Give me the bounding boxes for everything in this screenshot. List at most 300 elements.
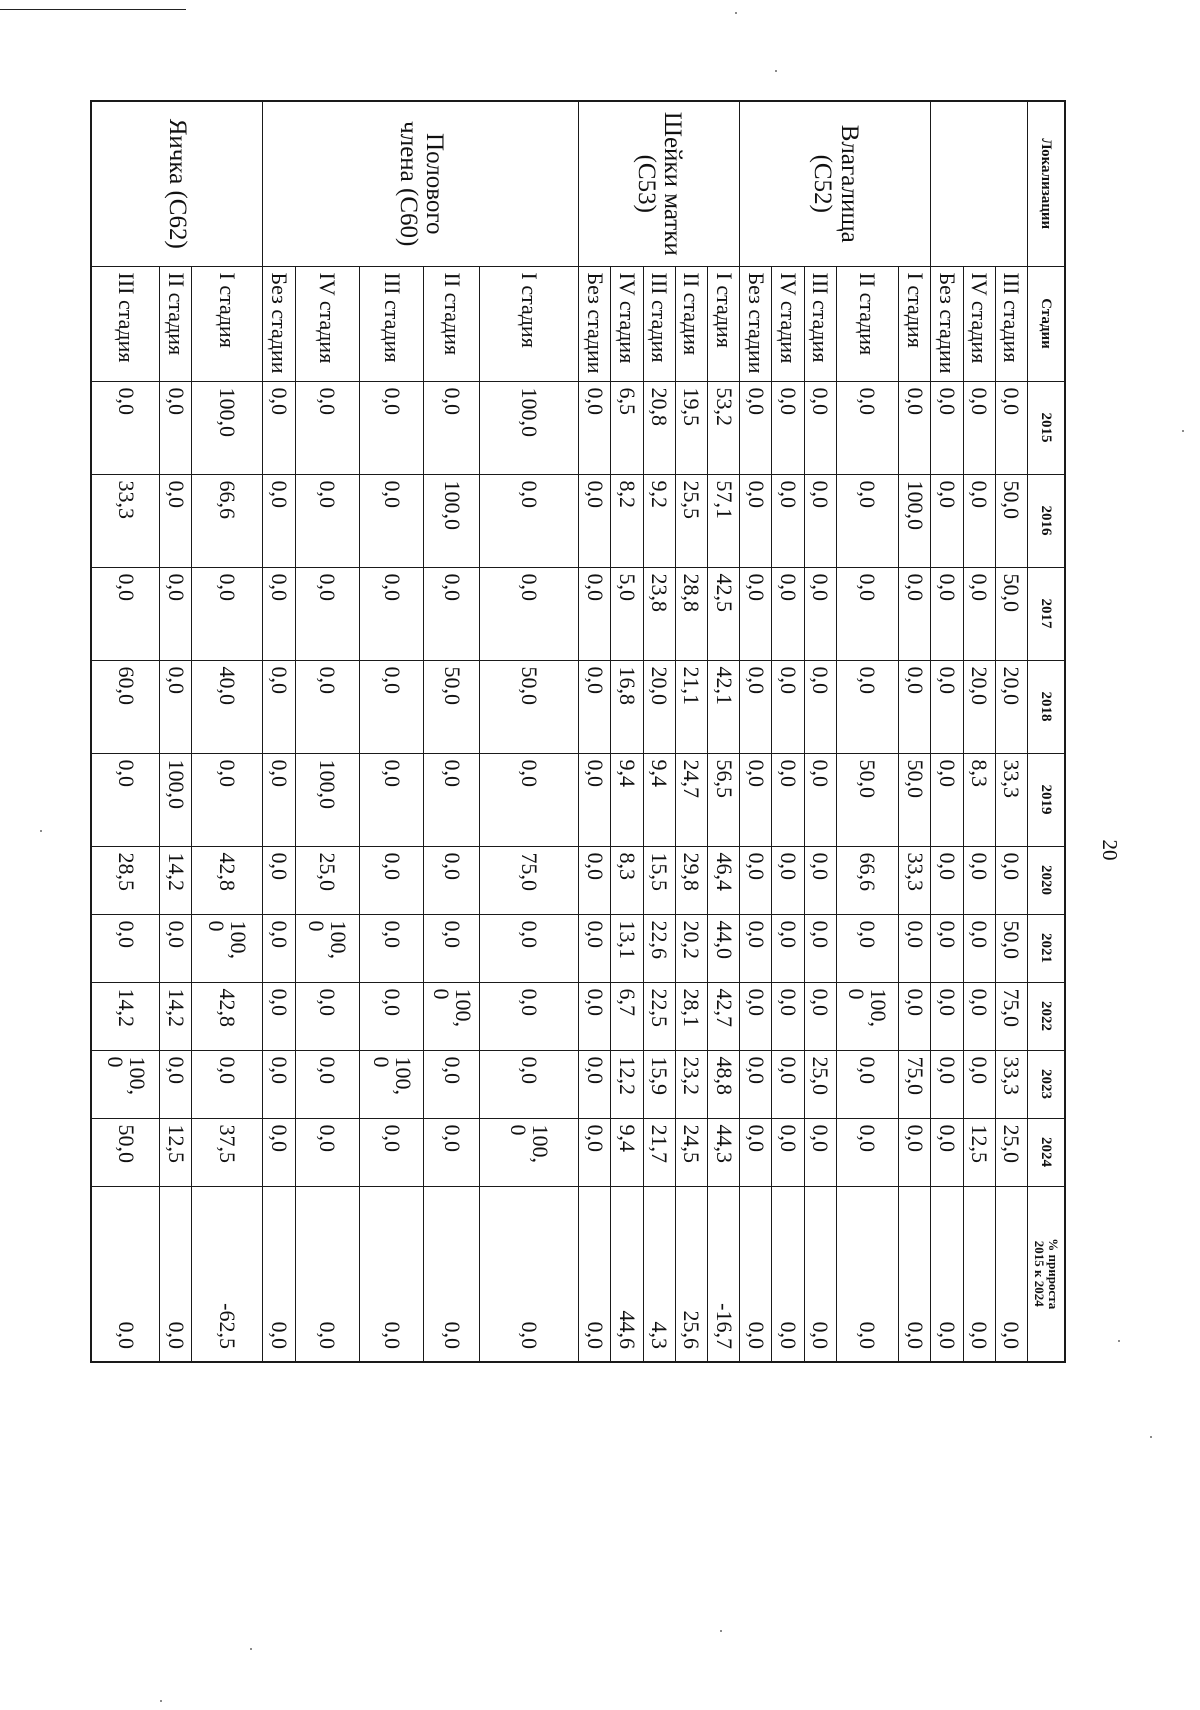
table-row [263,101,295,1362]
value-cell: 0,0 [579,381,611,474]
value-cell: 0,0 [360,474,424,567]
stage-cell: I стадия [899,266,931,381]
value-cell: 0,0 [931,1118,963,1186]
value-cell: 0,0 [424,846,480,914]
value-cell: 0,0 [91,753,160,846]
value-cell: 33,3 [995,753,1027,846]
value-cell: 24,7 [675,753,707,846]
value-cell: 9,4 [643,753,675,846]
value-cell: 100,0 [480,381,579,474]
stage-cell: IV стадия [963,266,995,381]
growth-cell: 0,0 [480,1186,579,1362]
value-cell: 0,0 [963,474,995,567]
value-cell: 0,0 [963,1050,995,1118]
value-cell: 9,2 [643,474,675,567]
value-cell: 0,0 [931,381,963,474]
value-cell: 25,0 [995,1118,1027,1186]
value-cell: 42,7 [707,982,739,1050]
value-cell: 100,0 [899,474,931,567]
table-row [675,101,707,1362]
value-cell: 28,5 [91,846,160,914]
value-cell: 0,0 [579,660,611,753]
value-cell: 0,0 [772,914,804,982]
value-cell: 66,6 [192,474,263,567]
stage-cell: Без стадии [740,266,772,381]
value-cell: 8,3 [611,846,643,914]
stage-cell: IV стадия [772,266,804,381]
value-cell: 0,0 [899,1118,931,1186]
value-cell: 100, 0 [360,1050,424,1118]
scan-speck [1150,1436,1152,1438]
growth-cell: 0,0 [772,1186,804,1362]
value-cell: 0,0 [579,474,611,567]
value-cell: 66,6 [836,846,898,914]
value-cell: 0,0 [772,982,804,1050]
value-cell: 0,0 [963,567,995,660]
growth-cell: 0,0 [740,1186,772,1362]
stage-cell: I стадия [707,266,739,381]
value-cell: 20,0 [995,660,1027,753]
value-cell: 0,0 [772,474,804,567]
value-cell: 50,0 [91,1118,160,1186]
value-cell: 50,0 [995,567,1027,660]
value-cell: 0,0 [740,753,772,846]
value-cell: 0,0 [740,474,772,567]
value-cell: 0,0 [360,381,424,474]
value-cell: 0,0 [263,660,295,753]
value-cell: 100,0 [295,753,359,846]
table-row [995,101,1027,1362]
value-cell: 0,0 [480,1050,579,1118]
value-cell: 0,0 [772,846,804,914]
value-cell: 0,0 [963,982,995,1050]
value-cell: 0,0 [931,474,963,567]
value-cell: 53,2 [707,381,739,474]
value-cell: 0,0 [160,914,192,982]
growth-cell: 0,0 [424,1186,480,1362]
value-cell: 0,0 [899,660,931,753]
value-cell: 0,0 [295,982,359,1050]
value-cell: 0,0 [263,474,295,567]
value-cell: 14,2 [160,982,192,1050]
value-cell: 42,8 [192,982,263,1050]
value-cell: 0,0 [360,1118,424,1186]
stage-cell: II стадия [424,266,480,381]
value-cell: 8,3 [963,753,995,846]
table-row [295,101,359,1362]
value-cell: 0,0 [772,753,804,846]
value-cell: 42,1 [707,660,739,753]
stage-cell: II стадия [836,266,898,381]
value-cell: 0,0 [91,567,160,660]
value-cell: 0,0 [740,846,772,914]
value-cell: 0,0 [295,567,359,660]
value-cell: 57,1 [707,474,739,567]
value-cell: 0,0 [480,474,579,567]
table-row [931,101,963,1362]
value-cell: 25,0 [804,1050,836,1118]
value-cell: 0,0 [963,381,995,474]
value-cell: 100,0 [424,474,480,567]
value-cell: 0,0 [740,982,772,1050]
scan-speck [250,1648,252,1650]
stage-cell: III стадия [360,266,424,381]
value-cell: 25,0 [295,846,359,914]
stage-cell: Без стадии [263,266,295,381]
value-cell: 0,0 [360,567,424,660]
header-stage: Стадии [1028,266,1066,381]
value-cell: 0,0 [192,753,263,846]
value-cell: 0,0 [295,660,359,753]
value-cell: 0,0 [263,846,295,914]
value-cell: 20,8 [643,381,675,474]
value-cell: 42,8 [192,846,263,914]
value-cell: 0,0 [963,914,995,982]
value-cell: 0,0 [995,381,1027,474]
value-cell: 6,5 [611,381,643,474]
value-cell: 48,8 [707,1050,739,1118]
value-cell: 0,0 [804,567,836,660]
value-cell: 0,0 [740,1050,772,1118]
stage-cell: IV стадия [295,266,359,381]
value-cell: 0,0 [480,982,579,1050]
value-cell: 9,4 [611,753,643,846]
value-cell: 0,0 [360,660,424,753]
value-cell: 0,0 [91,914,160,982]
value-cell: 12,2 [611,1050,643,1118]
value-cell: 42,5 [707,567,739,660]
value-cell: 6,7 [611,982,643,1050]
value-cell: 0,0 [160,474,192,567]
value-cell: 21,7 [643,1118,675,1186]
table-row [611,101,643,1362]
table-row [643,101,675,1362]
growth-cell: 0,0 [160,1186,192,1362]
header-year: 2015 [1028,381,1066,474]
growth-cell: 0,0 [931,1186,963,1362]
scan-speck [1182,430,1184,432]
value-cell: 0,0 [836,381,898,474]
value-cell: 33,3 [995,1050,1027,1118]
header-year: 2023 [1028,1050,1066,1118]
table-row [360,101,424,1362]
value-cell: 0,0 [931,567,963,660]
header-year: 2019 [1028,753,1066,846]
table-row [160,101,192,1362]
value-cell: 0,0 [160,381,192,474]
value-cell: 0,0 [424,567,480,660]
header-year: 2017 [1028,567,1066,660]
value-cell: 100, 0 [91,1050,160,1118]
scan-speck [1118,1340,1120,1342]
value-cell: 44,3 [707,1118,739,1186]
table-row [192,101,263,1362]
value-cell: 0,0 [480,753,579,846]
table-row [804,101,836,1362]
value-cell: 0,0 [804,982,836,1050]
growth-cell: 0,0 [995,1186,1027,1362]
value-cell: 0,0 [579,914,611,982]
value-cell: 0,0 [899,914,931,982]
value-cell: 24,5 [675,1118,707,1186]
localization-cell: Шейки матки (С53) [579,101,740,266]
growth-cell: 0,0 [579,1186,611,1362]
value-cell: 0,0 [263,381,295,474]
value-cell: 0,0 [480,914,579,982]
value-cell: 0,0 [360,982,424,1050]
value-cell: 0,0 [424,914,480,982]
value-cell: 40,0 [192,660,263,753]
scan-speck [775,70,777,72]
value-cell: 0,0 [263,1118,295,1186]
value-cell: 0,0 [295,1050,359,1118]
scan-speck [720,1630,722,1632]
value-cell: 0,0 [263,914,295,982]
value-cell: 0,0 [160,660,192,753]
growth-cell: 0,0 [91,1186,160,1362]
stage-cell: I стадия [480,266,579,381]
value-cell: 100, 0 [295,914,359,982]
value-cell: 0,0 [740,914,772,982]
value-cell: 33,3 [899,846,931,914]
value-cell: 0,0 [160,1050,192,1118]
scan-speck [40,830,42,832]
value-cell: 0,0 [295,474,359,567]
header-year: 2022 [1028,982,1066,1050]
growth-cell: -62,5 [192,1186,263,1362]
value-cell: 0,0 [963,846,995,914]
value-cell: 0,0 [263,982,295,1050]
value-cell: 0,0 [360,753,424,846]
header-year: 2021 [1028,914,1066,982]
page-number: 20 [1098,839,1122,861]
value-cell: 50,0 [995,914,1027,982]
value-cell: 50,0 [995,474,1027,567]
value-cell: 0,0 [899,381,931,474]
value-cell: 0,0 [804,914,836,982]
header-year: 2016 [1028,474,1066,567]
table-row [480,101,579,1362]
localization-cell [931,101,1028,266]
header-year: 2018 [1028,660,1066,753]
value-cell: 0,0 [804,1118,836,1186]
rotated-table-frame [90,100,1066,1349]
value-cell: 22,6 [643,914,675,982]
table-row [740,101,772,1362]
growth-cell: 0,0 [963,1186,995,1362]
value-cell: 0,0 [772,381,804,474]
value-cell: 0,0 [579,1050,611,1118]
growth-cell: 0,0 [295,1186,359,1362]
value-cell: 0,0 [931,1050,963,1118]
value-cell: 0,0 [931,660,963,753]
value-cell: 0,0 [899,982,931,1050]
value-cell: 0,0 [740,660,772,753]
value-cell: 0,0 [91,381,160,474]
value-cell: 12,5 [160,1118,192,1186]
stage-cell: III стадия [995,266,1027,381]
value-cell: 0,0 [579,982,611,1050]
value-cell: 12,5 [963,1118,995,1186]
value-cell: 22,5 [643,982,675,1050]
value-cell: 37,5 [192,1118,263,1186]
value-cell: 0,0 [772,1118,804,1186]
value-cell: 28,8 [675,567,707,660]
value-cell: 8,2 [611,474,643,567]
stage-cell: Без стадии [579,266,611,381]
value-cell: 100, 0 [192,914,263,982]
stage-cell: I стадия [192,266,263,381]
value-cell: 0,0 [263,753,295,846]
table-body [91,101,1028,1362]
value-cell: 33,3 [91,474,160,567]
value-cell: 0,0 [579,753,611,846]
value-cell: 0,0 [295,1118,359,1186]
value-cell: 0,0 [160,567,192,660]
value-cell: 0,0 [360,914,424,982]
stage-cell: III стадия [804,266,836,381]
value-cell: 0,0 [995,846,1027,914]
value-cell: 0,0 [740,381,772,474]
value-cell: 0,0 [772,567,804,660]
value-cell: 56,5 [707,753,739,846]
header-row [1028,101,1066,1362]
table-row [579,101,611,1362]
localization-cell: Влагалища (С52) [740,101,931,266]
table-row [91,101,160,1362]
value-cell: 100, 0 [480,1118,579,1186]
value-cell: 0,0 [804,753,836,846]
top-rule [0,9,186,10]
value-cell: 50,0 [899,753,931,846]
value-cell: 100, 0 [836,982,898,1050]
value-cell: 50,0 [480,660,579,753]
value-cell: 100, 0 [424,982,480,1050]
value-cell: 0,0 [424,1118,480,1186]
value-cell: 0,0 [263,1050,295,1118]
value-cell: 50,0 [836,753,898,846]
growth-cell: 0,0 [263,1186,295,1362]
value-cell: 15,9 [643,1050,675,1118]
growth-cell: 25,6 [675,1186,707,1362]
value-cell: 44,0 [707,914,739,982]
value-cell: 0,0 [772,660,804,753]
growth-cell: 0,0 [360,1186,424,1362]
value-cell: 29,8 [675,846,707,914]
table-row [899,101,931,1362]
value-cell: 0,0 [836,1050,898,1118]
table-row [772,101,804,1362]
value-cell: 15,5 [643,846,675,914]
value-cell: 46,4 [707,846,739,914]
header-growth: % прироста 2015 к 2024 [1028,1186,1066,1362]
value-cell: 75,0 [480,846,579,914]
value-cell: 0,0 [836,474,898,567]
value-cell: 0,0 [931,982,963,1050]
value-cell: 0,0 [740,1118,772,1186]
value-cell: 100,0 [192,381,263,474]
stage-cell: II стадия [675,266,707,381]
value-cell: 0,0 [263,567,295,660]
value-cell: 0,0 [804,846,836,914]
value-cell: 60,0 [91,660,160,753]
value-cell: 28,1 [675,982,707,1050]
growth-cell: 4,3 [643,1186,675,1362]
growth-cell: 0,0 [804,1186,836,1362]
value-cell: 0,0 [360,846,424,914]
value-cell: 20,0 [643,660,675,753]
value-cell: 0,0 [804,474,836,567]
scan-speck [160,1700,162,1702]
value-cell: 0,0 [579,567,611,660]
value-cell: 0,0 [836,914,898,982]
scan-speck [735,12,737,14]
value-cell: 0,0 [579,1118,611,1186]
value-cell: 0,0 [424,381,480,474]
value-cell: 0,0 [836,660,898,753]
table-row [424,101,480,1362]
value-cell: 0,0 [579,846,611,914]
value-cell: 13,1 [611,914,643,982]
header-localization: Локализации [1028,101,1066,266]
growth-cell: 0,0 [836,1186,898,1362]
value-cell: 0,0 [804,381,836,474]
value-cell: 0,0 [836,1118,898,1186]
value-cell: 14,2 [160,846,192,914]
stage-cell: IV стадия [611,266,643,381]
table-row [963,101,995,1362]
header-year: 2024 [1028,1118,1066,1186]
value-cell: 20,0 [963,660,995,753]
value-cell: 75,0 [899,1050,931,1118]
value-cell: 20,2 [675,914,707,982]
table-row [836,101,898,1362]
value-cell: 0,0 [836,567,898,660]
value-cell: 0,0 [424,753,480,846]
stage-cell: III стадия [91,266,160,381]
value-cell: 21,1 [675,660,707,753]
value-cell: 50,0 [424,660,480,753]
stage-distribution-table [90,100,1066,1363]
header-year: 2020 [1028,846,1066,914]
growth-cell: 44,6 [611,1186,643,1362]
value-cell: 0,0 [804,660,836,753]
value-cell: 19,5 [675,381,707,474]
value-cell: 0,0 [192,567,263,660]
value-cell: 0,0 [480,567,579,660]
value-cell: 0,0 [424,1050,480,1118]
value-cell: 16,8 [611,660,643,753]
stage-cell: II стадия [160,266,192,381]
value-cell: 0,0 [931,753,963,846]
growth-cell: -16,7 [707,1186,739,1362]
value-cell: 100,0 [160,753,192,846]
value-cell: 14,2 [91,982,160,1050]
value-cell: 0,0 [192,1050,263,1118]
value-cell: 25,5 [675,474,707,567]
localization-cell: Яичка (С62) [91,101,263,266]
growth-cell: 0,0 [899,1186,931,1362]
value-cell: 5,0 [611,567,643,660]
value-cell: 23,8 [643,567,675,660]
table-row [707,101,739,1362]
value-cell: 0,0 [899,567,931,660]
localization-cell: Полового члена (С60) [263,101,579,266]
value-cell: 0,0 [295,381,359,474]
stage-cell: III стадия [643,266,675,381]
value-cell: 0,0 [931,914,963,982]
value-cell: 0,0 [772,1050,804,1118]
